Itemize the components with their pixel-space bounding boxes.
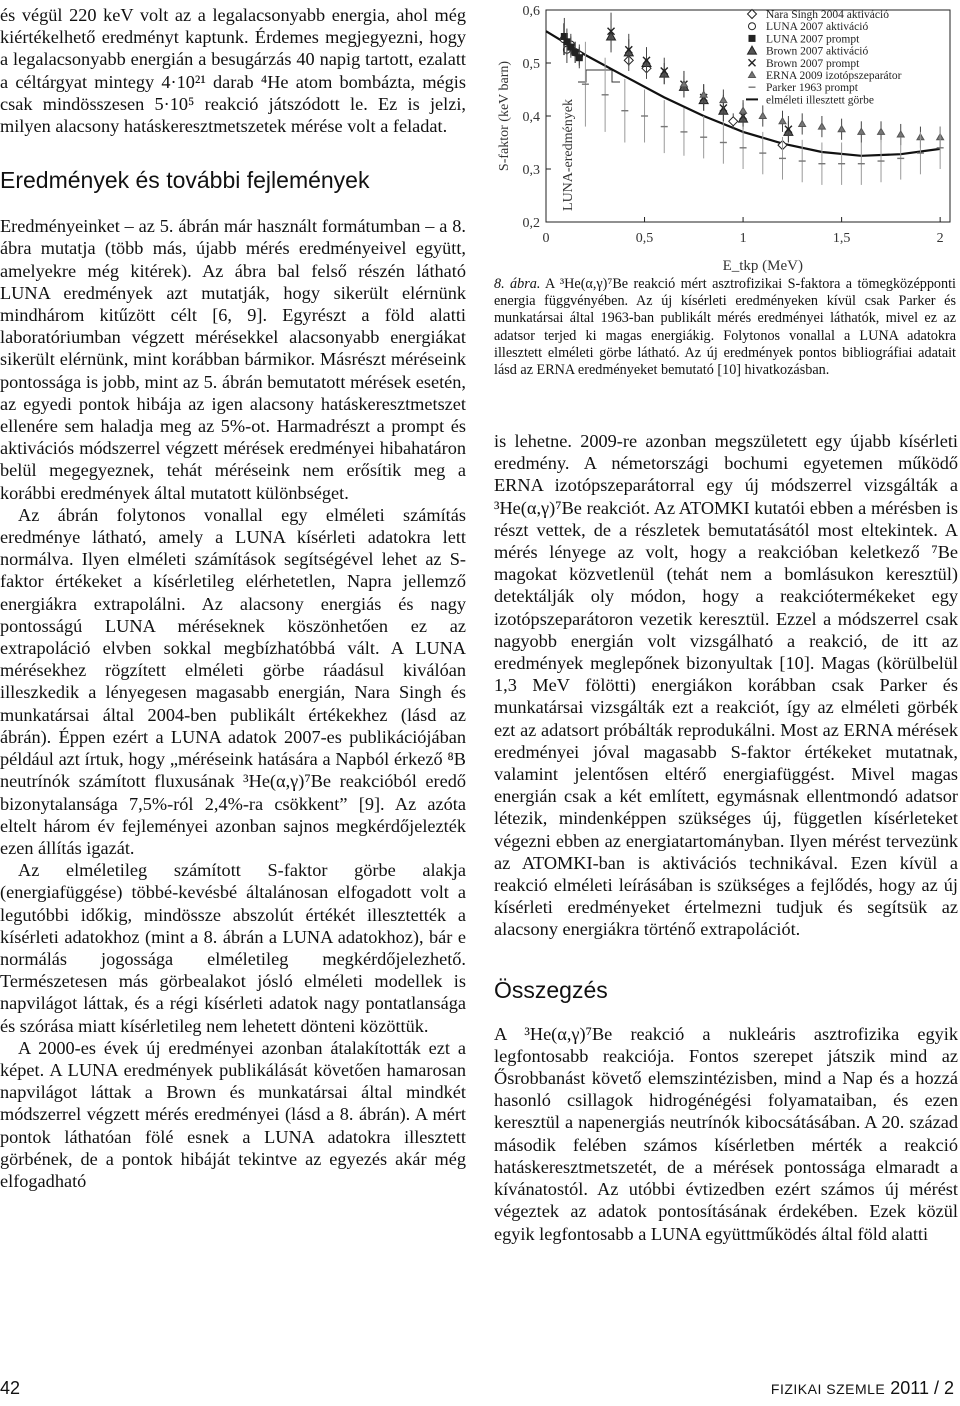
plot-frame <box>546 10 950 222</box>
journal-issue: 2011 / 2 <box>890 1378 954 1398</box>
legend-label: elméleti illesztett görbe <box>766 94 874 107</box>
paragraph-right-1: is lehetne. 2009-re azonban megszületett egy újabb kísérleti eredmény. A németországi bochumi egyetemen működő ERNA izotópszeparátorral egy új módszerrel vizsgálták a ³He(α,γ)⁷Be reakciót. Az ATOMKI kutatói ebben a mérésben is részt vettek, de a részletek bemutatásától most eltekintek. A mérés lényege az volt, hogy a reakcióban keletkező ⁷Be magokat közvetlenül (tehát nem a bomlásukon keresztül) detektálják oly módon, hogy a reakciótermékeket egy izotópszeparátoron vezetik keresztül. Ezzel a módszerrel csak nagyobb energián volt vizsgálható a reakció, de itt az eredmények meglepőnek bizonyultak [10]. Magas (körülbelül 1,3 MeV fölötti) energiákon korábban csak Parker és munkatársai vizsgálták ezt a reakciót, így az elméleti görbék ezt az adatsort próbálták reprodukálni. Most az ERNA mérések eredményei jóval magasabb S-faktor értékeket mutatnak, valamint jelentősen eltérő energiafüggést. Mivel magas energián csak a két említett, egymásnak ellentmondó adatsor létezik, mindenképpen szükséges új, független kísérleteket végezni ebben az energiatartományban. Ilyen mérést tervezünk az ATOMKI-ban is aktivációs technikával. Ezen kívül a reakció elméleti leírásában is szükséges a fejlődés, hogy az új kísérleti eredményeket értelmezni tudjuk és segítsük az alacsony energiákra történő extrapolációt. <box>494 431 958 940</box>
y-tick-label: 0,3 <box>522 163 540 178</box>
legend-marker <box>749 35 756 42</box>
y-tick-label: 0,4 <box>522 110 540 125</box>
x-tick-label: 0 <box>542 231 550 246</box>
paragraph-results-3: Az elméletileg számított S-faktor görbe alakja (energiafüggése) többé-kevésbé általánosan elfogadott volt a legutóbbi időkig, mindössze abszolút értékét illesztették a kísérleti adatokhoz (mint a 8. ábrán a LUNA adatokhoz), bár e normálás jogossága elméletileg megkérdőjelezhető. Természetesen más görbealakot jósló elméleti modellek is napvilágot láttak, és a régi kísérleti adatok nagy pontatlansága és szórása miatt kísérletileg nem lehetett dönteni közöttük. <box>0 860 466 1036</box>
caption-text: A ³He(α,γ)⁷Be reakció mért asztrofizikai S-faktora a tömegközépponti energia függvényében. Az új kísérleti eredményeken kívül csak Parker és munkatársai által 1963-ban publikált mérés eredményei láthatók, mivel ez az adatsor terjed ki magas energiákig. Folytonos vonallal a LUNA adatokra illesztett elméleti görbe látható. Az új eredmények pontos bibliográfiai adatait lásd az ERNA eredményeket bemutató [10] hivatkozásban. <box>494 276 956 379</box>
data-point <box>576 54 583 61</box>
left-column <box>0 4 466 1192</box>
legend-label: Brown 2007 aktiváció <box>766 45 869 58</box>
data-point <box>779 118 786 124</box>
legend-label: Brown 2007 prompt <box>766 57 860 70</box>
figure-caption <box>494 276 956 379</box>
luna-bracket <box>578 70 620 82</box>
heading-results: Eredmények és további fejlemények <box>0 167 370 194</box>
data-point <box>799 120 806 126</box>
x-axis-label: E_tkp (MeV) <box>722 258 803 274</box>
data-point <box>858 128 865 134</box>
chart-svg <box>494 0 960 276</box>
legend-marker <box>748 10 757 19</box>
legend-marker <box>749 59 756 66</box>
heading-summary: Összegzés <box>494 976 608 1003</box>
page-number: 42 <box>0 1378 21 1398</box>
y-tick-label: 0,6 <box>522 4 540 19</box>
paragraph-results-4: A 2000-es évek új eredményei azonban átalakították ezt a képet. A LUNA eredmények publikálását követően hamarosan napvilágot láttak a Brown és munkatársai által mindkét módszerrel végzett mérés eredményei (lásd a 8. ábrán). A mért pontok láthatóan fölé esnek a LUNA adatokra illesztett görbének, de a pontok hibáját tekintve az egyezés akár még elfogadható <box>0 1037 466 1191</box>
x-tick-label: 2 <box>936 231 944 246</box>
y-tick-label: 0,2 <box>522 216 540 231</box>
data-point <box>720 97 727 103</box>
data-point <box>759 113 766 119</box>
journal-footer <box>771 1378 954 1399</box>
data-point <box>878 128 885 134</box>
data-point <box>740 107 747 113</box>
x-tick-label: 1 <box>739 231 747 246</box>
legend-label: Nara Singh 2004 aktiváció <box>766 9 889 21</box>
legend-label: ERNA 2009 izotópszeparátor <box>766 70 902 82</box>
legend-label: LUNA 2007 aktiváció <box>766 21 869 34</box>
caption-label: 8. ábra. <box>494 276 541 292</box>
luna-annotation: LUNA-eredmények <box>561 99 576 211</box>
journal-name: FIZIKAI SZEMLE <box>770 1381 886 1397</box>
x-tick-label: 0,5 <box>635 231 654 246</box>
figure-8-chart <box>494 0 960 276</box>
paragraph-intro: és végül 220 keV volt az a legalacsonyabb energia, ahol még kiértékelhető eredményt kaptunk. Érdemes megjegyezni, hogy a legalacsonyabb energián a besugárzás 40 napig tartott, ezalatt a céltárgyat mintegy 4·10²¹ darab ⁴He atom bombázta, mégis csak mindösszesen 5·10⁵ reakció játszódott le. Ez is jelzi, milyen alacsony hatáskeresztmetszetek mérése volt a feladat. <box>0 5 466 137</box>
legend-label: LUNA 2007 prompt <box>766 33 860 46</box>
legend-marker <box>748 46 757 54</box>
data-point <box>818 123 825 129</box>
right-column <box>494 430 958 1245</box>
x-tick-label: 1,5 <box>832 231 851 246</box>
y-tick-label: 0,5 <box>522 57 540 72</box>
paragraph-results-2: Az ábrán folytonos vonallal egy elméleti számítás eredménye látható, amely a LUNA kísérleti adatokra lett normálva. Ilyen elméleti számítások segítségével lehet az S-faktor értékeket a kísérletileg elérhetetlen, Napra jellemző energiákra extrapolálni. Az alacsony energiás és nagy pontosságú LUNA méréseknek köszönhetően ez az extrapoláció elvben sokkal megbízhatóbbá vált. A LUNA mérésekhez rögzített elméleti görbe ráadásul kiválóan illeszkedik a lényegesen magasabb energián, Nara Singh és munkatársai által 2004-ben publikált értékekhez (lásd az ábrán). Éppen ezért a LUNA adatok 2007-es publikációjában például azt írtuk, hogy „méréseink hatására a Napból érkező ⁸B neutrínók számított fluxusának ³He(α,γ)⁷Be reakcióból eredő bizonytalansága 7,5%-ról 2,4%-ra csökkent” [9]. Az azóta eltelt három év fejleményei azonban sajnos megkérdőjelezték ezen állítás igazát. <box>0 504 466 858</box>
data-point <box>838 126 845 132</box>
legend-marker <box>749 72 756 78</box>
data-point <box>729 117 738 126</box>
paragraph-results-1: Eredményeinket – az 5. ábrán már használt formátumban – a 8. ábra mutatja (több más, újabb mérés eredményeivel együtt, amelyekre még kitérek). Az ábra bal felső részén látható LUNA eredmények azt mutatják, hogy sikerült elérnünk mindhárom kitűzött célt [6, 9]. Egyrészt a föld alatti laboratóriumban végzett mérésekkel alacsonyabb energiákat sikerült elérnünk, mint korábban bármikor. Másrészt méréseink pontossága is jobb, mint az 5. ábrán bemutatott mérések esetén, az egyedi pontok hibája az igen alacsony hatáskeresztmetszet ellenére sem haladja meg az 5%-ot. Harmadrészt a prompt és aktivációs módszerrel végzett mérések eredményei hibahatáron belül megegyeznek, tehát méréseink nem erősítik meg a korábbi eredmények által mutatott különbséget. <box>0 216 466 503</box>
data-point <box>897 131 904 137</box>
y-axis-label: S-faktor (keV barn) <box>497 60 512 172</box>
legend-label: Parker 1963 prompt <box>766 82 858 95</box>
paragraph-summary: A ³He(α,γ)⁷Be reakció a nukleáris asztrofizika egyik legfontosabb reakciója. Fontos szerepet játszik mind az Ősrobbanást követő elemszintézisben, mind a Nap és a hozzá hasonló csillagok hidrogénégési folyamataiban, és ezen keresztül a napenergiás neutrínók kibocsátásában. A 20. század második felében számos kísérletben mérték a reakció hatáskeresztmetszetét, de a mérések pontossága elmaradt a kívánatostól. Az utóbbi évtizedben ezért számos új mérést végeztek az adatok pontosításának érdekében. Ezek közül egyik legfontosabb a LUNA együttműködés által föld alatti <box>494 1023 958 1244</box>
legend-marker <box>749 23 756 30</box>
